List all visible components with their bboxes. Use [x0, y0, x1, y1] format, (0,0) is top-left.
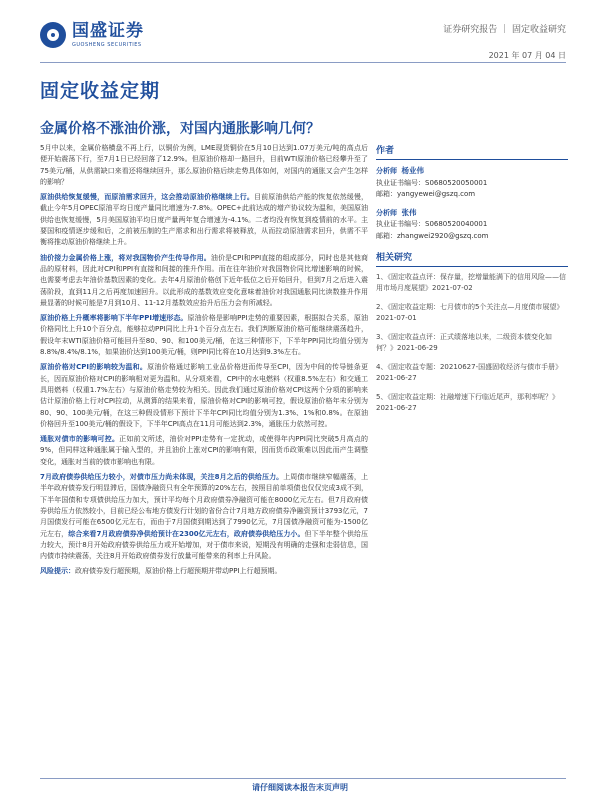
author-card: 分析师 杨业伟 执业证书编号：S0680520050001 邮箱：yangyewei@gszq.com — [376, 165, 568, 201]
footer-divider — [40, 778, 566, 779]
body-paragraph: 油价接力金属价格上涨，将对我国物价产生传导作用。油价是CPI和PPI直接的组成部分，同时也是其他商品的原材料，因此对CPI和PPI有直接和间接的推升作用。而在往年油价对我国物价同比增速影响的时候，也需要考虑去年油价基数因素的变化。去年4月原油价格创下近年低位之后开始回升，但到7月之后进入震荡阶段，直到11月之后再度加速回升。以此形成的基数效应变化意味着油价对我国通胀同比读数推升作用最显著的时候可能是7月到10月、11-12月基数效应抬升后压力会有所减轻。 — [40, 253, 369, 307]
company-logo — [40, 22, 144, 48]
report-date: 2021 年 07 月 04 日 — [488, 51, 566, 60]
body-paragraph: 5月中以来，金属价格横盘不再上行，以铜价为例，LME现货铜价在5月10日达到1.07万美元/吨的高点后便开始震荡下行，至7月1日已经回落了12.9%。但原油价格却一路回升，目前WTI原油价格已经攀升至了75美元/桶，从供需缺口来看还将继续回升，那么原油价格后续走势具体如何，对国内的通胀又会产生怎样的影响？ — [40, 144, 368, 186]
author-cert: 执业证书编号：S0680520050001 — [376, 178, 488, 187]
authors-heading: 作者 — [376, 143, 568, 160]
author-card: 分析师 张伟 执业证书编号：S0680520040001 邮箱：zhangwei2920@gszq.com — [376, 207, 568, 243]
logo-name: 国盛证券 — [72, 20, 144, 41]
footer-disclaimer: 请仔细阅读本报告末页声明 — [252, 783, 348, 792]
author-email[interactable]: 邮箱：zhangwei2920@gszq.com — [376, 231, 489, 240]
related-report-link[interactable]: 1、《固定收益点评：保存量，挖增量能满下的信用风险——信用市场月度展望》2021-07-02 — [376, 273, 566, 292]
body-paragraph: 7月政府债券供给压力较小，对债市压力尚未体现，关注8月之后的供给压力。上周债市继续窄幅震荡，上半年政府债券发行明显滞后，国债净融资只有全年预算的20%左右，按照目前单项债也仅仅完成3成不到，下半年国债和专项债供给压力加大，预计平均每个月政府债券净融资可能在8000亿元左右。但7月政府债券供给压力依然较小，目前已经公布地方债发行计划的省份合计7月地方政府债券净融资预计3793亿元，7月国债发行可能在6500亿元左右，而由于7月国债到期达到了7990亿元，7月国债净融资可能为-1500亿元左右，综合来看7月政府债券净供给预计在2300亿元左右，政府债券供给压力小。但下半年整个供给压力较大，预计8月开始政府债券供给压力或开始增加，对于债市来说，短期没有明确的走强和走弱信息，国内债市持续震荡，关注8月开始政府债券发行放量可能带来的利率上升风险。 — [40, 473, 369, 561]
logo-emblem-icon — [40, 22, 66, 48]
report-body — [40, 143, 368, 582]
author-email[interactable]: 邮箱：yangyewei@gszq.com — [376, 190, 476, 198]
sidebar — [376, 143, 568, 422]
related-report-link[interactable]: 3、《固定收益点评：正式绩落地以来，二级资本债变化如何？》2021-06-29 — [376, 333, 552, 352]
author-cert: 执业证书编号：S0680520040001 — [376, 220, 488, 228]
logo-name-en: GUOSHENG SECURITIES — [72, 41, 142, 48]
related-report-link[interactable]: 4、《固定收益专题：20210627-国盛固收经济与债市手册》2021-06-27 — [376, 363, 563, 382]
related-report-link[interactable]: 2、《固定收益定期：七月债市的5个关注点—月度债市展望》2021-07-01 — [376, 303, 564, 322]
body-paragraph: 原油价格上升概率将影响下半年PPI增速形态。原油价格是影响PPI走势的重要因素，根据拟合关系，原油价格同比上升10个百分点，能够拉动PPI同比上升1个百分点左右。我们判断原油价格可能继续震荡趋升，假设年末WTI原油价格可能回升至80、90、和100美元/桶，在这三种情形下，下半年PPI同比均值分别为8.8%/8.4%/8.1%，如果油价达到100美元/桶，则PPI同比将在10月达到9.3%左右。 — [40, 314, 368, 357]
report-type: 证券研究报告 ｜ 固定收益研究 — [443, 25, 566, 35]
body-paragraph: 原油价格对CPI的影响较为温和。原油价格通过影响工业品价格进而传导至CPI，因为中间的传导链条更长，因而原油价格对CPI的影响相对更为温和。从分项来看，CPI中的水电燃料（权重8.5%左右）和交通工具用燃料（权重1.7%左右）与原油价格走势较为相关。因此我们通过原油价格对CPI这两个分项的影响来估计原油价格上行对CPI拉动，从测算的结果来看，原油价格对CPI的影响可控，假设原油价格年末分别为80、90、100美元/桶，在这三种假设情形下预计下半年CPI同比均值分别为1.3%、1%和0.8%。在原油价格回升至100美元/桶的假设下，下半年CPI高点在11月可能达到2.3%，通胀压力依然可控。 — [40, 363, 368, 428]
header-divider — [40, 62, 566, 63]
body-paragraph: 通胀对债市的影响可控。正如前文所述，油价对PPI走势有一定扰动，或使得年内PPI同比突破5月高点的9%，但同样这种通胀属于输入型的，并且油价上涨对CPI的影响有限，因而货币政策难以因此而产生调整变化，通胀对当前的债市影响也有限。 — [40, 435, 369, 466]
related-heading: 相关研究 — [376, 250, 568, 267]
risk-warning: 风险提示：政府债券发行超预期，原油价格上行超预期并带动PPI上行超预期。 — [40, 567, 282, 576]
body-paragraph: 原油供给恢复缓慢，而原油需求回升，这会推动原油价格继续上行。目前原油供给产能的恢复依然缓慢，截止今年5月OPEC原油平均日度产量同比增速为-7.8%。OPEC+此前达成的增产协议较为温和，美国原油供给也恢复缓慢，5月美国原油平均日度产量两年复合增速为-4.1%。二者均没有恢复到疫情前的水平。主要国和疫情逐步缓和后，之前被压制的生产需求和出行需求将被释放，从而拉动原油需求回升，供需不平衡将推动原油价格继续上升。 — [40, 193, 368, 247]
report-headline: 金属价格不涨油价涨，对国内通胀影响几何？ — [40, 121, 320, 137]
related-report-link[interactable]: 5、《固定收益定期：社融增速下行临近尾声，那利率呢？》2021-06-27 — [376, 393, 559, 412]
page-title: 固定收益定期 — [40, 80, 161, 102]
